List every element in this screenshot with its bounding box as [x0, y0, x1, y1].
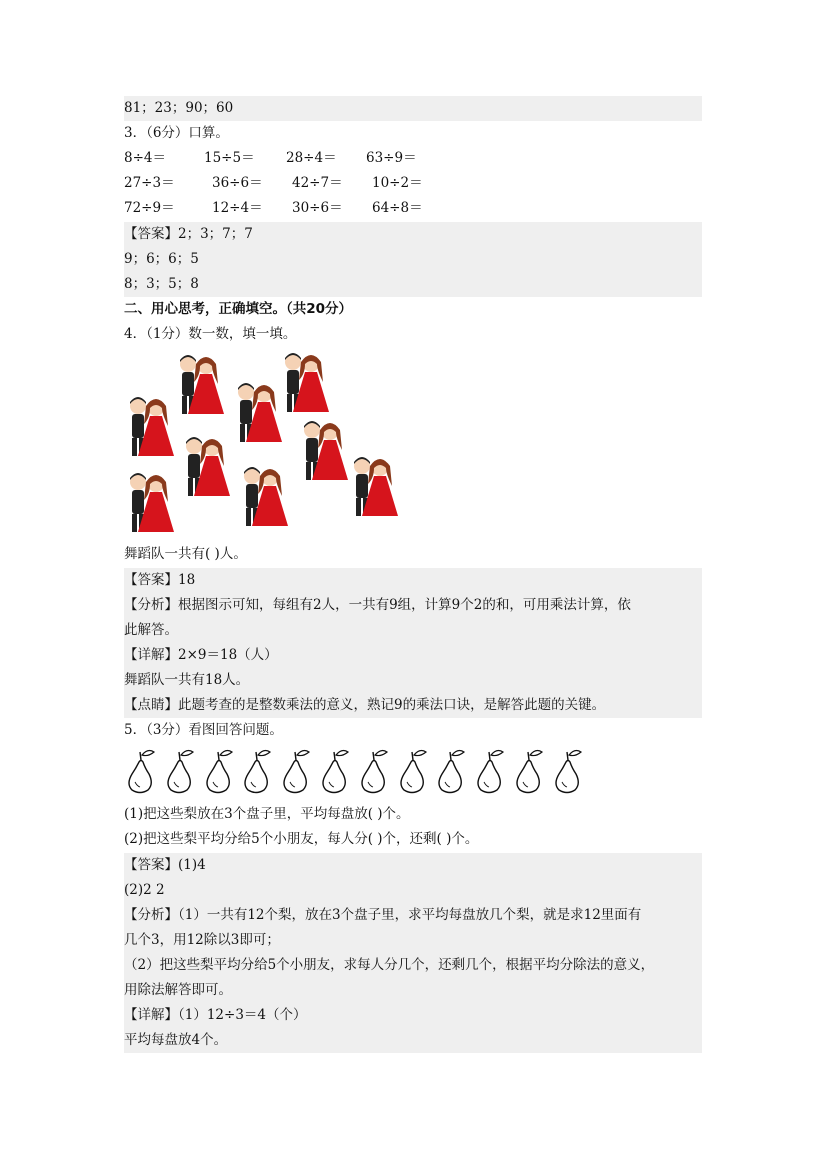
pear-icon: [434, 746, 468, 794]
dancing-couple-icon: [180, 434, 232, 500]
pear-icon: [279, 746, 313, 794]
pear-icon: [551, 746, 585, 794]
q3-title: 3．（6分）口算。: [124, 125, 229, 141]
dancing-couple-icon: [298, 418, 350, 484]
q4-analysis-1: 【分析】根据图示可知，每组有2人，一共有9组，计算9个2的和，可用乘法计算，依: [124, 593, 702, 618]
q3-item: 27÷3＝: [124, 175, 175, 191]
q5-analysis-2: 几个3，用12除以3即可；: [124, 928, 702, 953]
q3-item: 12÷4＝: [212, 200, 263, 216]
q5-analysis-1: 【分析】（1）一共有12个梨，放在3个盘子里，求平均每盘放几个梨，就是求12里面有: [124, 903, 702, 928]
q4-fill-line: 舞蹈队一共有( )人。: [124, 546, 247, 562]
dancing-couple-icon: [238, 464, 290, 530]
q3-item: 30÷6＝: [292, 200, 343, 216]
q5-answer-1: 【答案】(1)4: [124, 853, 702, 878]
dancing-couple-icon: [232, 380, 284, 446]
pear-icon: [396, 746, 430, 794]
q3-item: 10÷2＝: [372, 175, 423, 191]
pear-icon: [357, 746, 391, 794]
q5-sub2: (2)把这些梨平均分给5个小朋友，每人分( )个，还剩( )个。: [124, 831, 479, 847]
dancing-couples-illustration: [124, 346, 404, 542]
pears-illustration: [124, 746, 594, 796]
q5-detail: 【详解】（1）12÷3＝4（个）: [124, 1003, 702, 1028]
pear-icon: [512, 746, 546, 794]
q3-item: 8÷4＝: [124, 150, 166, 166]
pear-icon: [163, 746, 197, 794]
q3-item: 42÷7＝: [292, 175, 343, 191]
dancing-couple-icon: [124, 394, 176, 460]
q3-answer-3: 8；3；5；8: [124, 272, 702, 297]
q3-answer-2: 9；6；6；5: [124, 247, 702, 272]
q5-conclusion: 平均每盘放4个。: [124, 1028, 702, 1053]
q3-item: 63÷9＝: [366, 150, 417, 166]
q3-row-2: [124, 171, 702, 196]
top-answer: 81；23；90；60: [124, 96, 702, 121]
section2-title: 二、用心思考，正确填空。（共20分）: [124, 301, 353, 317]
q3-item: 28÷4＝: [286, 150, 337, 166]
q3-answer-1: 【答案】2；3；7；7: [124, 222, 702, 247]
q3-row-1: [124, 146, 702, 171]
pear-icon: [318, 746, 352, 794]
q3-item: 15÷5＝: [204, 150, 255, 166]
q3-item: 64÷8＝: [372, 200, 423, 216]
q4-analysis-2: 此解答。: [124, 618, 702, 643]
q4-comment: 【点睛】此题考查的是整数乘法的意义，熟记9的乘法口诀，是解答此题的关键。: [124, 693, 702, 718]
dancing-couple-icon: [124, 470, 176, 536]
q5-analysis-4: 用除法解答即可。: [124, 978, 702, 1003]
q4-answer: 【答案】18: [124, 568, 702, 593]
q5-sub1: (1)把这些梨放在3个盘子里，平均每盘放( )个。: [124, 806, 410, 822]
pear-icon: [202, 746, 236, 794]
pear-icon: [240, 746, 274, 794]
q5-title: 5．（3分）看图回答问题。: [124, 722, 283, 738]
q4-detail: 【详解】2×9＝18（人）: [124, 643, 702, 668]
q5-analysis-3: （2）把这些梨平均分给5个小朋友，求每人分几个，还剩几个，根据平均分除法的意义，: [124, 953, 702, 978]
q4-conclusion: 舞蹈队一共有18人。: [124, 668, 702, 693]
pear-icon: [473, 746, 507, 794]
q3-row-3: [124, 196, 702, 221]
dancing-couple-icon: [174, 352, 226, 418]
pear-icon: [124, 746, 158, 794]
dancing-couple-icon: [348, 454, 400, 520]
q3-item: 36÷6＝: [212, 175, 263, 191]
q5-answer-2: (2)2 2: [124, 878, 702, 903]
q3-item: 72÷9＝: [124, 200, 175, 216]
q4-title: 4．（1分）数一数，填一填。: [124, 326, 297, 342]
dancing-couple-icon: [279, 350, 331, 416]
